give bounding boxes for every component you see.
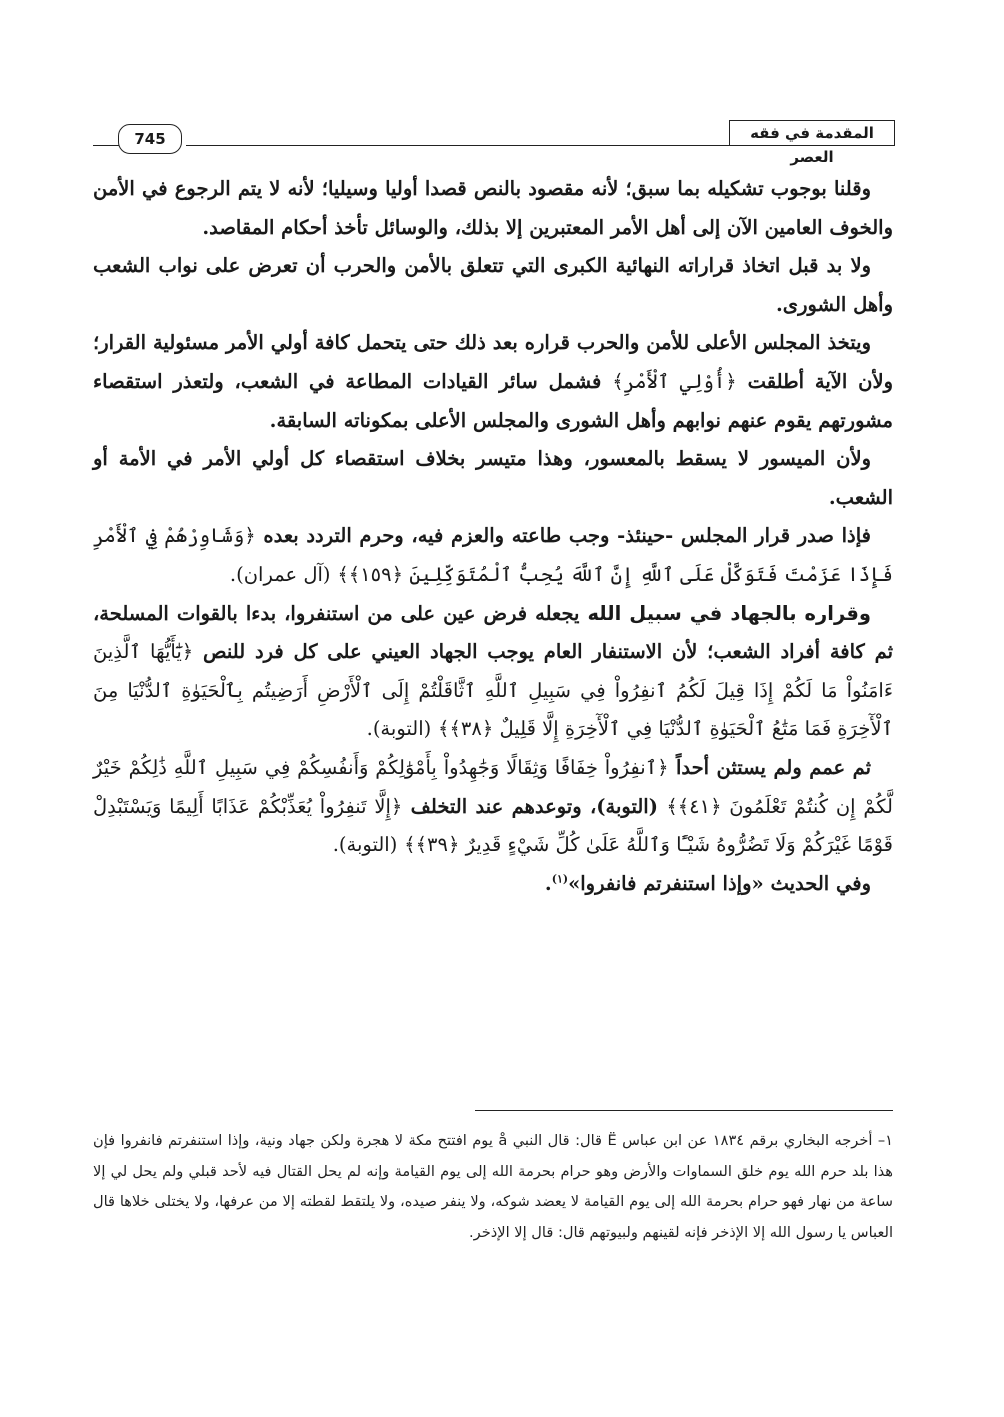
footnote-separator	[475, 1110, 893, 1111]
quran-quote-al-imran-159: ﴿وَشَاوِرْهُمْ فِي ٱلْأَمْرِ فَإِذَا عَزَمْتَ فَتَوَكَّلْ عَلَى ٱللَّهِ إِنَّ ٱللَّهَ يُحِبُّ ٱلْمُتَوَكِّلِينَ ﴿١٥٩﴾﴾	[93, 524, 893, 586]
paragraph-2: ولا بد قبل اتخاذ قراراته النهائية الكبرى التي تتعلق بالأمن والحرب أن تعرض على نواب الشعب وأهل الشورى.	[93, 254, 893, 316]
page-number: 745	[118, 124, 182, 154]
paragraph-3-text-a: ويتخذ المجلس الأعلى للأمن والحرب قراره بعد ذلك حتى يتحمل كافة أولي الأمر مسئولية القرار؛ ولأن الآية أطلقت	[93, 331, 893, 393]
paragraph-7-source-text: (التوبة)، وتوعدهم عند التخلف	[410, 794, 658, 818]
paragraph-8-end: .	[544, 871, 552, 895]
paragraph-5-text: فإذا صدر قرار المجلس -حينئذ- وجب طاعته والعزم فيه، وحرم التردد بعده	[263, 524, 871, 548]
paragraph-8	[93, 865, 893, 904]
paragraph-6-text: يجعله فرض عين على من استنفروا، بدءا بالقوات المسلحة، ثم كافة أفراد الشعب؛ لأن الاستنفار العام يوجب الجهاد العيني على كل فرد للنص	[93, 601, 893, 664]
quran-source-tawba-1: (التوبة).	[366, 717, 432, 741]
running-title: المقدمة في فقه العصر	[729, 120, 895, 146]
quran-quote-ulil-amr: ﴿أُوْلِي ٱلْأَمْرِ﴾	[612, 369, 737, 393]
footnote-1: ١– أخرجه البخاري برقم ١٨٣٤ عن ابن عباس Ë قال: قال النبي å يوم افتتح مكة لا هجرة ولكن جهاد ونية، وإذا استنفرتم فانفروا فإن هذا بلد حرم الله يوم خلق السماوات والأرض وهو حرام بحرمة الله إلى يوم القيامة وإنه لم يحل القتال فيه لأحد قبلي ولم يحل لي إلا ساعة من نهار فهو حرام بحرمة الله إلى يوم القيامة لا يعضد شوكه، ولا ينفر صيده، ولا يلتقط لقطته إلا من عرفها، ولا يختلى خلاها قال العباس يا رسول الله إلا الإذخر فإنه لقينهم ولبيوتهم قال: قال إلا الإذخر.	[93, 1132, 893, 1241]
quran-quote-tawba-38: ﴿يَٰٓأَيُّهَا ٱلَّذِينَ ءَامَنُواْ مَا لَكُمْ إِذَا قِيلَ لَكُمُ ٱنفِرُواْ فِي سَبِيلِ ٱللَّهِ ٱثَّاقَلْتُمْ إِلَى ٱلْأَرْضِ أَرَضِيتُم بِٱلْحَيَوٰةِ ٱلدُّنْيَا مِنَ ٱلْأٓخِرَةِ فَمَا مَتَٰعُ ٱلْحَيَوٰةِ ٱلدُّنْيَا فِي ٱلْأٓخِرَةِ إِلَّا قَلِيلٌ ﴿٣٨﴾﴾	[93, 640, 893, 741]
hadith-text: وفي الحديث «وإذا استنفرتم فانفروا»	[568, 871, 871, 895]
quran-quote-tawba-41: ﴿ٱنفِرُواْ خِفَافًا وَثِقَالًا وَجَٰهِدُواْ بِأَمْوَٰلِكُمْ وَأَنفُسِكُمْ فِي سَبِيلِ ٱللَّهِ ذَٰلِكُمْ خَيْرٌ لَّكُمْ إِن كُنتُمْ تَعْلَمُونَ ﴿٤١﴾﴾	[93, 755, 894, 818]
paragraph-7-text: ثم عمم ولم يستثن أحداً	[675, 755, 871, 779]
paragraph-3-text-b: فشمل سائر القيادات المطاعة في الشعب، ولتعذر استقصاء مشورتهم يقوم عنهم نوابهم وأهل الشورى والمجلس الأعلى بمكوناته السابقة.	[93, 369, 893, 432]
quran-source-al-imran: (آل عمران).	[229, 562, 331, 586]
quran-source-tawba-2: (التوبة).	[332, 833, 398, 857]
paragraph-4: ولأن الميسور لا يسقط بالمعسور، وهذا متيسر بخلاف استقصاء كل أولي الأمر في الأمة أو الشعب.	[93, 447, 893, 509]
main-text	[93, 170, 893, 903]
quran-quote-tawba-39: ﴿إِلَّا تَنفِرُواْ يُعَذِّبْكُمْ عَذَابًا أَلِيمًا وَيَسْتَبْدِلْ قَوْمًا غَيْرَكُمْ وَلَا تَضُرُّوهُ شَيْـًٔا وَٱللَّهُ عَلَىٰ كُلِّ شَيْءٍ قَدِيرٌ ﴿٣٩﴾﴾	[93, 794, 893, 857]
footnote	[93, 1126, 893, 1248]
paragraph-3	[93, 324, 893, 440]
paragraph-6	[93, 595, 893, 749]
paragraph-1: وقلنا بوجوب تشكيله بما سبق؛ لأنه مقصود بالنص قصدا أوليا وسيليا؛ لأنه لا يتم الرجوع في الأمن والخوف العامين الآن إلى أهل الأمر المعتبرين إلا بذلك، والوسائل تأخذ أحكام المقاصد.	[93, 177, 893, 239]
paragraph-7	[93, 749, 893, 865]
footnote-reference: (١)	[551, 872, 569, 886]
header-rule-right	[186, 145, 731, 146]
paragraph-5	[93, 517, 893, 594]
paragraph-6-heading: وقراره بالجهاد في سبيل الله	[587, 601, 871, 625]
